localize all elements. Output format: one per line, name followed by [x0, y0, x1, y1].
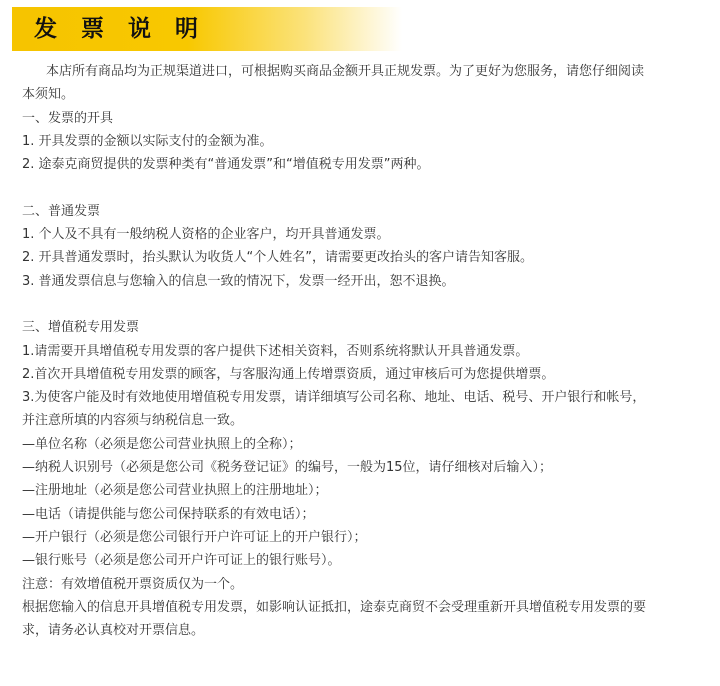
- page-title: 发 票 说 明: [34, 16, 207, 42]
- section-3-item: 并注意所填的内容须与纳税信息一致。: [22, 413, 244, 429]
- section-3-heading: 三、增值税专用发票: [22, 320, 140, 336]
- section-1-item: 2. 途泰克商贸提供的发票种类有“普通发票”和“增值税专用发票”两种。: [22, 157, 430, 173]
- field-requirement: —开户银行（必须是您公司银行开户许可证上的开户银行）；: [22, 529, 367, 545]
- section-2-item: 3. 普通发票信息与您输入的信息一致的情况下，发票一经开出，恕不退换。: [22, 273, 455, 289]
- intro-line-2: 本须知。: [22, 87, 75, 103]
- intro-line-1: 本店所有商品均为正规渠道进口，可根据购买商品金额开具正规发票。为了更好为您服务，请您仔细阅读: [46, 64, 645, 79]
- section-1-item: 1. 开具发票的金额以实际支付的金额为准。: [22, 133, 273, 149]
- final-notice-line-2: 求，请务必认真校对开票信息。: [22, 623, 205, 639]
- note-text: 注意：有效增值税开票资质仅为一个。: [22, 576, 244, 592]
- section-3-item: 1.请需要开具增值税专用发票的客户提供下述相关资料，否则系统将默认开具普通发票。: [22, 343, 529, 359]
- title-banner: [12, 7, 402, 51]
- field-requirement: —纳税人识别号（必须是您公司《税务登记证》的编号，一般为15位，请仔细核对后输入）；: [22, 460, 553, 476]
- final-notice-line-1: 根据您输入的信息开具增值税专用发票，如影响认证抵扣，途泰克商贸不会受理重新开具增值税专用发票的要: [22, 599, 647, 615]
- field-requirement: —银行账号（必须是您公司开户许可证上的银行账号）。: [22, 553, 341, 569]
- field-requirement: —单位名称（必须是您公司营业执照上的全称）；: [22, 436, 302, 452]
- section-3-item: 3.为使客户能及时有效地使用增值税专用发票，请详细填写公司名称、地址、电话、税号、开户银行和帐号，: [22, 390, 646, 406]
- spacer: [22, 293, 702, 316]
- section-2-item: 1. 个人及不具有一般纳税人资格的企业客户，均开具普通发票。: [22, 227, 390, 243]
- field-requirement: —电话（请提供能与您公司保持联系的有效电话）；: [22, 506, 315, 522]
- invoice-notice-body: [22, 60, 702, 642]
- section-3-item: 2.首次开具增值税专用发票的顾客，与客服沟通上传增票资质，通过审核后可为您提供增票。: [22, 366, 555, 382]
- section-1-heading: 一、发票的开具: [22, 110, 114, 126]
- section-2-heading: 二、普通发票: [22, 203, 101, 219]
- field-requirement: —注册地址（必须是您公司营业执照上的注册地址）；: [22, 483, 328, 499]
- spacer: [22, 176, 702, 199]
- section-2-item: 2. 开具普通发票时，抬头默认为收货人“个人姓名”，请需要更改抬头的客户请告知客服。: [22, 250, 534, 266]
